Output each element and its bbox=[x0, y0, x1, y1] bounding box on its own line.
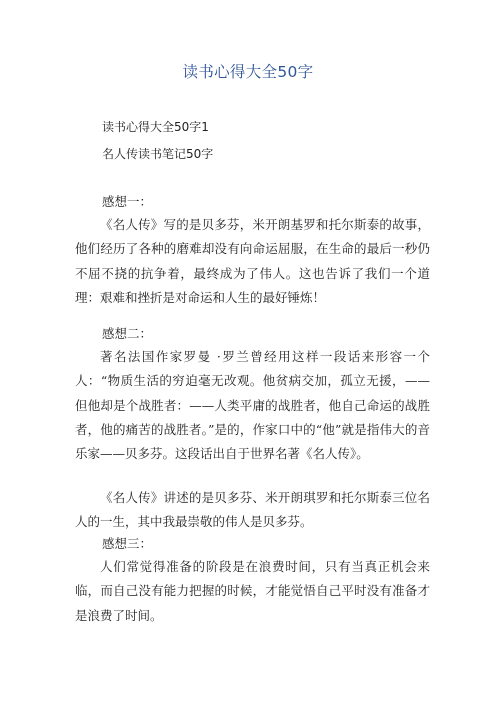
document-title: 读书心得大全50字 bbox=[182, 63, 314, 81]
section-heading-1: 感想一： bbox=[102, 194, 153, 209]
section-3-paragraph-1: 人们常觉得准备的阶段是在浪费时间，只有当真正机会来临，而自己没有能力把握的时候，才能觉悟自己平时没有准备才是浪费了时间。 bbox=[75, 559, 430, 623]
section-heading-2: 感想二： bbox=[102, 326, 153, 341]
section-heading-3: 感想三： bbox=[102, 536, 153, 551]
section-2-paragraph-1: 著名法国作家罗曼 ·罗兰曾经用这样一段话来形容一个人：“物质生活的穷迫毫无改观。他贫病交加，孤立无援，——但他却是个战胜者：——人类平庸的战胜者，他自己命运的战胜者，他的痛苦的战胜者。”是的，作家口中的“他”就是指伟大的音乐家——贝多芬。这段话出自于世界名著《名人传》。 bbox=[75, 349, 430, 462]
subtitle-line-2: 名人传读书笔记50字 bbox=[102, 147, 214, 161]
section-2-paragraph-2: 《名人传》讲述的是贝多芬、米开朗琪罗和托尔斯泰三位名人的一生，其中我最崇敬的伟人是贝多芬。 bbox=[75, 490, 430, 530]
section-1-paragraph-1: 《名人传》写的是贝多芬，米开朗基罗和托尔斯泰的故事，他们经历了各种的磨难却没有向命运屈服，在生命的最后一秒仍不屈不挠的抗争着，最终成为了伟人。这也告诉了我们一个道理：艰难和挫折是对命运和人生的最好锤炼！ bbox=[75, 217, 430, 305]
subtitle-line-1: 读书心得大全50字1 bbox=[102, 120, 209, 134]
